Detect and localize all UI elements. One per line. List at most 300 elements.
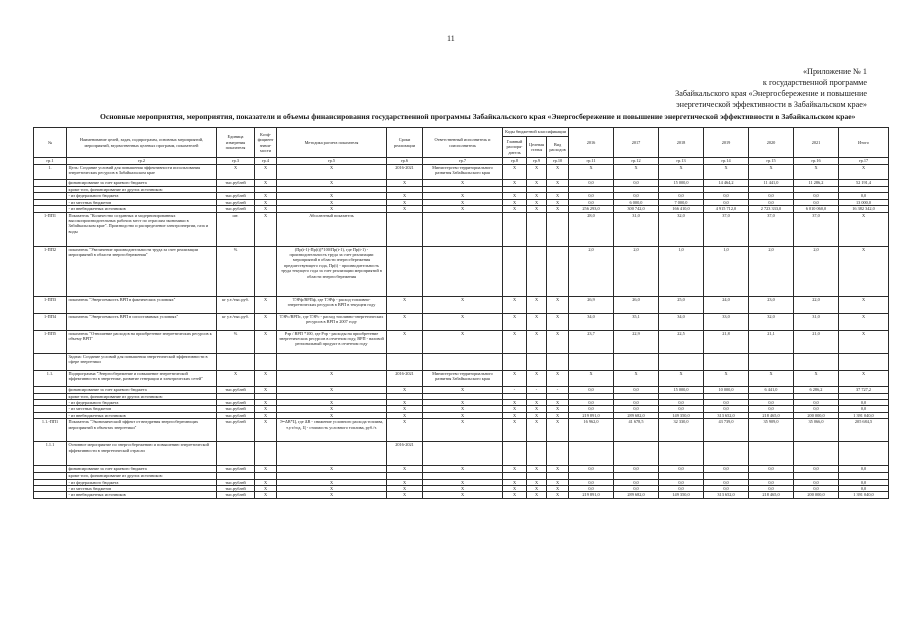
row-year-value: X (659, 370, 704, 386)
row-main-manager: X (503, 479, 527, 485)
page-number: 11 (447, 34, 455, 43)
row-year-value: 0,0 (614, 466, 659, 473)
row-year-value: 0,0 (704, 466, 749, 473)
row-total: 37 727,2 (839, 386, 889, 393)
row-responsible: X (423, 330, 503, 353)
row-coefficient: X (255, 330, 277, 353)
row-main-manager: - (503, 386, 527, 393)
row-year-value: 0,0 (704, 406, 749, 412)
header-target-article: Целевая статья (527, 137, 547, 158)
row-year-value: 15 000,0 (659, 386, 704, 393)
row-responsible: X (423, 193, 503, 199)
row-expense-type: X (547, 419, 569, 442)
row-name: - из местных бюджетов (67, 199, 217, 205)
header-coefficient: Коэф-фициент значи-мости (255, 128, 277, 158)
header-year: 2021 (794, 128, 839, 158)
row-year-value: 0,0 (659, 466, 704, 473)
row-expense-type: X (547, 492, 569, 498)
table-row (34, 353, 889, 370)
row-year-value (749, 353, 794, 370)
table-row (34, 313, 889, 330)
row-year-value: 0,0 (569, 486, 614, 492)
row-terms (387, 353, 423, 370)
row-unit: тыс.рублей (217, 479, 255, 485)
header-unit: Единица измерения показателя (217, 128, 255, 158)
row-main-manager: X (503, 165, 527, 180)
row-unit: X (217, 165, 255, 180)
row-terms: X (387, 419, 423, 442)
row-target-article: X (527, 199, 547, 205)
row-name: кроме того, финансирование из других источников: (67, 187, 217, 193)
row-method (277, 442, 387, 466)
row-method: ТЭРс/ВРПс, где ТЭРс - расход топливно-энергетических ресурсов в ВРП в 2007 году (277, 313, 387, 330)
row-terms: X (387, 206, 423, 212)
row-year-value: 1,0 (659, 246, 704, 296)
row-coefficient: X (255, 400, 277, 406)
row-method: X (277, 370, 387, 386)
column-number: гр.13 (659, 158, 704, 165)
row-target-article: X (527, 486, 547, 492)
row-number (34, 180, 67, 187)
row-name: показатель "Энергоемкость ВРП в фактических условиях" (67, 296, 217, 313)
row-expense-type: X (547, 479, 569, 485)
row-expense-type: X (547, 406, 569, 412)
row-year-value (614, 442, 659, 466)
row-responsible: X (423, 419, 503, 442)
row-name: - из федерального бюджета (67, 193, 217, 199)
row-year-value: 0,0 (569, 386, 614, 393)
row-unit: тыс.рублей (217, 400, 255, 406)
row-year-value: 0,0 (704, 486, 749, 492)
table-row (34, 386, 889, 393)
row-year-value: 32,0 (749, 313, 794, 330)
row-year-value: 35 909,0 (749, 419, 794, 442)
row-main-manager: X (503, 193, 527, 199)
row-responsible: X (423, 406, 503, 412)
row-unit: X (217, 370, 255, 386)
row-unit: тыс.рублей (217, 206, 255, 212)
row-method: X (277, 479, 387, 485)
row-main-manager: X (503, 466, 527, 473)
row-year-value: 200 000,0 (794, 492, 839, 498)
row-method: X (277, 492, 387, 498)
row-main-manager: X (503, 296, 527, 313)
row-year-value: 0,0 (569, 406, 614, 412)
row-year-value: 0,0 (704, 479, 749, 485)
column-number: гр.9 (527, 158, 547, 165)
row-main-manager: X (503, 412, 527, 418)
row-total: X (839, 370, 889, 386)
row-coefficient: X (255, 386, 277, 393)
row-main-manager (503, 212, 527, 246)
table-row (34, 419, 889, 442)
row-number: 1-ПП4 (34, 313, 67, 330)
row-year-value: 0,0 (614, 479, 659, 485)
row-year-value: X (794, 370, 839, 386)
row-terms: X (387, 193, 423, 199)
column-numbers-row (34, 158, 889, 165)
row-expense-type (547, 212, 569, 246)
row-method: X (277, 486, 387, 492)
header-year: 2018 (659, 128, 704, 158)
row-main-manager (503, 246, 527, 296)
row-expense-type: X (547, 193, 569, 199)
row-year-value: 0,0 (614, 386, 659, 393)
row-name: показатель "Увеличение производительности труда за счет реализации мероприятий в области энергосбережения" (67, 246, 217, 296)
header-year: 2020 (749, 128, 794, 158)
row-year-value: 34,0 (659, 313, 704, 330)
column-number: гр.15 (749, 158, 794, 165)
row-terms (387, 212, 423, 246)
row-coefficient: X (255, 212, 277, 246)
row-unit: тыс.рублей (217, 492, 255, 498)
row-target-article: X (527, 400, 547, 406)
document-title: Основные мероприятия, мероприятия, показатели и объемы финансирования государственной программы Забайкальского края «Энергосбережение и повышение энергетической эффективности в Забайкальском крае» (100, 112, 856, 121)
row-year-value: 218 465,0 (749, 412, 794, 418)
row-unit (217, 442, 255, 466)
row-year-value: 6 441,0 (749, 386, 794, 393)
row-year-value (704, 353, 749, 370)
row-main-manager: X (503, 370, 527, 386)
appendix-line: «Приложение № 1 (802, 67, 867, 76)
table-row (34, 492, 889, 498)
row-total: 0,0 (839, 479, 889, 485)
row-year-value: 7 000,0 (659, 199, 704, 205)
row-year-value: 313 652,0 (704, 492, 749, 498)
table-row (34, 370, 889, 386)
row-year-value: 0,0 (749, 479, 794, 485)
table-row (34, 330, 889, 353)
row-unit: тыс.рублей (217, 406, 255, 412)
row-year-value: 0,0 (749, 193, 794, 199)
column-number: гр.14 (704, 158, 749, 165)
row-year-value (614, 353, 659, 370)
row-year-value: 10 000,0 (704, 386, 749, 393)
row-coefficient: X (255, 419, 277, 442)
row-year-value: 0,0 (569, 199, 614, 205)
row-unit: тыс.рублей (217, 199, 255, 205)
row-coefficient: X (255, 486, 277, 492)
row-expense-type (547, 246, 569, 296)
row-name: - из федерального бюджета (67, 400, 217, 406)
row-year-value: 6 010 060,0 (794, 206, 839, 212)
row-year-value: 0,0 (749, 400, 794, 406)
table-row (34, 165, 889, 180)
row-year-value: X (704, 370, 749, 386)
row-coefficient: X (255, 180, 277, 187)
row-terms: 2016-2021 (387, 165, 423, 180)
row-responsible (423, 212, 503, 246)
row-total: X (839, 165, 889, 180)
row-main-manager (503, 442, 527, 466)
row-year-value: 2,0 (794, 246, 839, 296)
row-year-value: 0,0 (794, 479, 839, 485)
row-year-value: 219 891,0 (569, 412, 614, 418)
row-expense-type: X (547, 486, 569, 492)
header-year: 2017 (614, 128, 659, 158)
row-method: X (277, 412, 387, 418)
table-row (34, 296, 889, 313)
row-expense-type: X (547, 180, 569, 187)
row-year-value: X (749, 165, 794, 180)
row-year-value: 21,0 (794, 330, 839, 353)
row-expense-type: X (547, 412, 569, 418)
row-year-value: 1,0 (704, 246, 749, 296)
row-name: Основное мероприятие по энергосбережению и повышению энергетической эффективности в энергетической отрасли (67, 442, 217, 466)
row-year-value: X (569, 370, 614, 386)
row-responsible: X (423, 206, 503, 212)
row-expense-type: X (547, 206, 569, 212)
header-year: 2016 (569, 128, 614, 158)
column-number: гр.2 (67, 158, 217, 165)
row-responsible: Министерство территориального развития Забайкальского края (423, 165, 503, 180)
row-year-value: 21,8 (704, 330, 749, 353)
row-name: финансирование за счет краевого бюджета (67, 386, 217, 393)
row-total: X (839, 212, 889, 246)
header-expense-type: Вид расходов (547, 137, 569, 158)
row-year-value: 2 723 333,0 (749, 206, 794, 212)
row-year-value: 22,5 (659, 330, 704, 353)
row-number: 1-ПП5 (34, 330, 67, 353)
row-expense-type: X (547, 370, 569, 386)
row-terms: X (387, 199, 423, 205)
column-number: гр.11 (569, 158, 614, 165)
row-target-article: X (527, 206, 547, 212)
row-responsible (423, 353, 503, 370)
row-year-value (794, 353, 839, 370)
row-total: 0,0 (839, 400, 889, 406)
row-method: X (277, 206, 387, 212)
row-year-value: 11 441,0 (749, 180, 794, 187)
row-year-value: 0,0 (569, 193, 614, 199)
row-main-manager: X (503, 492, 527, 498)
row-year-value: 2,0 (614, 246, 659, 296)
header-num: № (34, 128, 67, 158)
header-terms: Сроки реализации (387, 128, 423, 158)
row-year-value: 0,0 (569, 180, 614, 187)
row-terms: X (387, 180, 423, 187)
row-main-manager: X (503, 406, 527, 412)
row-method: Абсолютный показатель (277, 212, 387, 246)
row-method: (Пр(t-1)-Пр(t))*100/Пр(t-1), где Пр(t-1) - производительность труда за счет реализации мероприятий в области энергосбережения предшествующего года, Пр(t) - производительность труда текущего года за счет реализации мероприятий в области энергосбережения (277, 246, 387, 296)
row-year-value: 37,0 (704, 212, 749, 246)
row-method: ТЭРф/ВРПф, где ТЭРф - расход топливно-энергетических ресурсов в ВРП в текущем году (277, 296, 387, 313)
row-expense-type: - (547, 386, 569, 393)
row-expense-type: X (547, 165, 569, 180)
row-unit: % (217, 246, 255, 296)
row-year-value: 0,0 (659, 486, 704, 492)
row-responsible: X (423, 296, 503, 313)
row-year-value: 166 410,0 (659, 206, 704, 212)
row-number: 1-ПП3 (34, 296, 67, 313)
row-year-value: 34,0 (569, 313, 614, 330)
row-total: X (839, 296, 889, 313)
row-unit (217, 353, 255, 370)
row-total (839, 442, 889, 466)
row-expense-type: X (547, 296, 569, 313)
row-total: 0,0 (839, 466, 889, 473)
row-coefficient (255, 353, 277, 370)
row-year-value (749, 442, 794, 466)
header-name: Наименование целей, задач, подпрограмм, основных мероприятий, мероприятий, ведомственных целевых программ, показателей (67, 128, 217, 158)
row-year-value: 31,0 (794, 313, 839, 330)
row-year-value: 0,0 (659, 193, 704, 199)
row-name: - из местных бюджетов (67, 406, 217, 412)
row-year-value: 26,9 (569, 296, 614, 313)
row-name: кроме того, финансирование из других источников: (67, 473, 217, 479)
row-year-value: 200 000,0 (794, 412, 839, 418)
row-terms (387, 246, 423, 296)
row-year-value: X (794, 165, 839, 180)
row-method: X (277, 193, 387, 199)
row-total: 0,0 (839, 406, 889, 412)
row-unit: тыс.рублей (217, 486, 255, 492)
row-responsible: X (423, 479, 503, 485)
row-terms: X (387, 486, 423, 492)
row-year-value: 35,1 (614, 313, 659, 330)
row-total: X (839, 330, 889, 353)
table-row (34, 442, 889, 466)
row-terms: X (387, 466, 423, 473)
row-year-value: 23,7 (569, 330, 614, 353)
row-year-value: 289 682,0 (614, 492, 659, 498)
row-method (277, 353, 387, 370)
row-responsible: X (423, 313, 503, 330)
column-number: гр.6 (387, 158, 423, 165)
row-year-value: 219 891,0 (569, 492, 614, 498)
column-number: гр.8 (503, 158, 527, 165)
row-year-value: 22,9 (614, 330, 659, 353)
row-terms: X (387, 330, 423, 353)
row-year-value: 0,0 (794, 199, 839, 205)
row-number: 1-ПП1 (34, 212, 67, 246)
row-year-value: 0,0 (704, 199, 749, 205)
row-year-value: 23,0 (749, 296, 794, 313)
row-year-value: 14 464,2 (704, 180, 749, 187)
row-responsible: X (423, 386, 503, 393)
row-year-value: 0,0 (749, 486, 794, 492)
row-total: 0,0 (839, 486, 889, 492)
row-method: Рэр / ВРП *100, где Рэр - расходы на приобретение энергетических ресурсов в отчетном году, ВРП - валовой региональный продукт в отчетном году (277, 330, 387, 353)
row-year-value: 32,0 (659, 212, 704, 246)
row-number: 1.1.-ПП1 (34, 419, 67, 442)
row-year-value (569, 442, 614, 466)
row-year-value: 289 682,0 (614, 412, 659, 418)
row-number (34, 492, 67, 498)
row-method: X (277, 165, 387, 180)
row-name: - из внебюджетных источников (67, 206, 217, 212)
row-target-article: X (527, 419, 547, 442)
row-target-article: X (527, 412, 547, 418)
row-responsible: X (423, 400, 503, 406)
row-unit: тыс.рублей (217, 466, 255, 473)
row-target-article (527, 353, 547, 370)
row-number: 1.1. (34, 370, 67, 386)
row-coefficient: X (255, 313, 277, 330)
row-year-value (659, 353, 704, 370)
row-year-value: 0,0 (614, 193, 659, 199)
row-year-value: 32 330,0 (659, 419, 704, 442)
row-terms: X (387, 412, 423, 418)
row-name: финансирование за счет краевого бюджета (67, 180, 217, 187)
row-year-value (704, 442, 749, 466)
row-expense-type: X (547, 199, 569, 205)
row-year-value: X (659, 165, 704, 180)
row-method: X (277, 180, 387, 187)
row-year-value: X (614, 165, 659, 180)
row-main-manager: X (503, 313, 527, 330)
row-year-value: 6 000,0 (614, 199, 659, 205)
row-target-article: X (527, 193, 547, 199)
row-year-value: 41 678,5 (614, 419, 659, 442)
row-unit: тыс.рублей (217, 419, 255, 442)
row-year-value: 0,0 (659, 406, 704, 412)
row-number: 1. (34, 165, 67, 180)
row-name: Цель: Создание условий для повышения эффективности использования энергетических ресурсов в Забайкальском крае (67, 165, 217, 180)
row-year-value: 0,0 (704, 193, 749, 199)
row-coefficient (255, 246, 277, 296)
row-main-manager: X (503, 180, 527, 187)
row-responsible: X (423, 199, 503, 205)
row-year-value: 21,1 (749, 330, 794, 353)
row-unit: тыс.рублей (217, 412, 255, 418)
row-terms: 2016-2021 (387, 370, 423, 386)
row-terms: X (387, 313, 423, 330)
table-row (34, 212, 889, 246)
row-number: 1.1.1 (34, 442, 67, 466)
table-row (34, 466, 889, 473)
table-row (34, 180, 889, 187)
row-responsible (423, 246, 503, 296)
row-main-manager: X (503, 419, 527, 442)
row-year-value: X (569, 165, 614, 180)
row-terms: X (387, 492, 423, 498)
row-coefficient: X (255, 412, 277, 418)
column-number: гр.16 (794, 158, 839, 165)
column-number: гр.17 (839, 158, 889, 165)
row-responsible: X (423, 492, 503, 498)
row-total: X (839, 313, 889, 330)
row-target-article: X (527, 370, 547, 386)
row-total: 0,0 (839, 193, 889, 199)
row-year-value: X (614, 370, 659, 386)
row-target-article: X (527, 492, 547, 498)
row-year-value: 218 465,0 (749, 492, 794, 498)
row-name: Задача: Создание условий для повышения энергетической эффективности в сфере энергетики (67, 353, 217, 370)
row-unit: тыс.рублей (217, 193, 255, 199)
row-year-value: 0,0 (794, 466, 839, 473)
row-number (34, 353, 67, 370)
row-coefficient: X (255, 193, 277, 199)
row-year-value: 0,0 (614, 486, 659, 492)
row-name: Показатель "Экономический эффект от внедрения энергосберегающих мероприятий в объектах энергетики" (67, 419, 217, 442)
row-number: 1-ПП2 (34, 246, 67, 296)
row-year-value: 0,0 (614, 406, 659, 412)
row-year-value: 0,0 (614, 400, 659, 406)
row-target-article: X (527, 180, 547, 187)
row-method: X (277, 466, 387, 473)
table-row (34, 246, 889, 296)
row-name: финансирование за счет краевого бюджета (67, 466, 217, 473)
row-year-value: 26,0 (614, 296, 659, 313)
row-year-value: 4 915 712,0 (704, 206, 749, 212)
row-target-article: X (527, 330, 547, 353)
appendix-note (607, 66, 867, 110)
row-method: X (277, 199, 387, 205)
row-name: показатель "Отношение расходов на приобретение энергетических ресурсов к объему ВРП" (67, 330, 217, 353)
row-total: 16 382 342,0 (839, 206, 889, 212)
row-year-value: 0,0 (749, 466, 794, 473)
